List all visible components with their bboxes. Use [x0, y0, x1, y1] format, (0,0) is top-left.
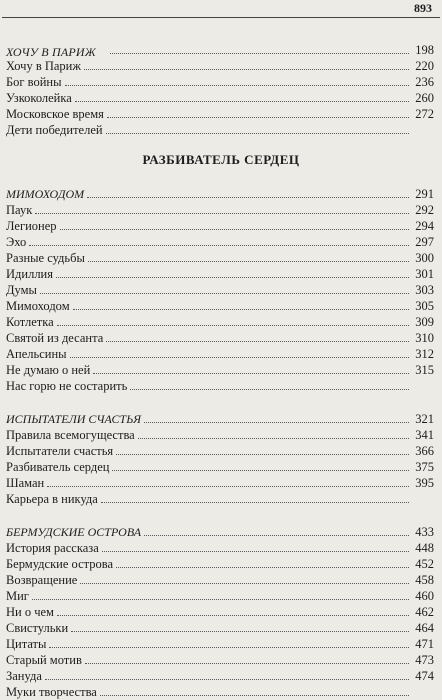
toc-entry-page: 462 [415, 605, 434, 619]
toc-entry-page: 220 [415, 59, 434, 73]
toc-entry [6, 106, 434, 122]
toc-entry [6, 266, 434, 282]
toc-entry-page: 236 [415, 75, 434, 89]
toc-entry [6, 378, 434, 394]
toc-entry-title: Узкоколейка [6, 91, 72, 105]
leader-dots [100, 684, 409, 696]
toc-entry-title: Старый мотив [6, 653, 82, 667]
toc-entry [6, 74, 434, 90]
toc-entry-title: Святой из десанта [6, 331, 104, 345]
toc-entry [6, 475, 434, 491]
toc-entry-title: Нас горю не состарить [6, 379, 128, 393]
toc-entry-title: Дети победителей [6, 123, 103, 137]
toc-entry-page: 375 [415, 460, 434, 474]
toc-entry-title: Муки творчества [6, 685, 97, 699]
toc-entry-title: Паук [6, 203, 33, 217]
toc-entry [6, 540, 434, 556]
toc-entry-title: Свистульки [6, 621, 69, 635]
toc-entry-title: Московское время [6, 107, 104, 121]
toc-entry-title: Разбиватель сердец [6, 460, 110, 474]
subsection-heading-row [6, 186, 434, 202]
leader-dots [45, 668, 409, 680]
toc-entry-page: 301 [415, 267, 434, 281]
toc-entry [6, 427, 434, 443]
toc-entry [6, 58, 434, 74]
leader-dots [57, 604, 409, 616]
toc-entry-page: 458 [415, 573, 434, 587]
leader-dots [29, 234, 409, 246]
toc-entry [6, 282, 434, 298]
toc-entry [6, 443, 434, 459]
subsection-heading: МИМОХОДОМ [6, 187, 85, 201]
toc-entry [6, 459, 434, 475]
toc-entry [6, 122, 434, 138]
subsection-heading: БЕРМУДСКИЕ ОСТРОВА [6, 525, 142, 539]
toc-entry-title: Миг [6, 589, 29, 603]
leader-dots [40, 282, 409, 294]
toc-entry-page: 473 [415, 653, 434, 667]
leader-dots [116, 443, 409, 455]
toc-entry [6, 250, 434, 266]
toc-entry-title: Правила всемогущества [6, 428, 135, 442]
leader-dots [73, 298, 409, 310]
toc-entry-page: 312 [415, 347, 434, 361]
leader-dots [106, 122, 409, 134]
leader-dots [71, 620, 409, 632]
toc-entry [6, 42, 434, 58]
leader-dots [65, 74, 409, 86]
toc-entry-page: 366 [415, 444, 434, 458]
leader-dots [70, 346, 409, 358]
toc-entry-page: 297 [415, 235, 434, 249]
leader-dots [106, 330, 409, 342]
toc-entry [6, 234, 434, 250]
toc-entry [6, 636, 434, 652]
toc-entry [6, 556, 434, 572]
toc-entry-page: 300 [415, 251, 434, 265]
toc-entry-page: 292 [415, 203, 434, 217]
toc-entry-page: 272 [415, 107, 434, 121]
leader-dots [112, 459, 409, 471]
leader-dots [60, 218, 410, 230]
leader-dots [93, 362, 409, 374]
toc-entry-title: Бог войны [6, 75, 62, 89]
subsection-heading: ИСПЫТАТЕЛИ СЧАСТЬЯ [6, 412, 142, 426]
toc-entry [6, 346, 434, 362]
toc-entry [6, 604, 434, 620]
leader-dots [32, 588, 409, 600]
toc-entry-page: 198 [415, 43, 434, 57]
toc-entry-page: 448 [415, 541, 434, 555]
toc-entry [6, 298, 434, 314]
toc-entry-title: Ни о чем [6, 605, 54, 619]
leader-dots [35, 202, 409, 214]
toc-entry-page: 260 [415, 91, 434, 105]
subsection-heading-row [6, 411, 434, 427]
toc-entry-title: Испытатели счастья [6, 444, 114, 458]
toc-entry-title: Апельсины [6, 347, 67, 361]
toc-entry-page: 315 [415, 363, 434, 377]
toc-entry-title: Идиллия [6, 267, 53, 281]
toc-entry-title: Цитаты [6, 637, 47, 651]
leader-dots [107, 106, 409, 118]
toc-entry-title: Думы [6, 283, 37, 297]
subsection-heading-page: 291 [415, 187, 434, 201]
leader-dots [87, 186, 409, 198]
leader-dots [144, 524, 409, 536]
toc-entry [6, 314, 434, 330]
toc-entry [6, 684, 434, 700]
toc-entry-page: 309 [415, 315, 434, 329]
toc-entry-page: 460 [415, 589, 434, 603]
toc-entry-page: 310 [415, 331, 434, 345]
toc-entry [6, 572, 434, 588]
leader-dots [138, 427, 409, 439]
leader-dots [57, 314, 409, 326]
book-title: РАЗБИВАТЕЛЬ СЕРДЕЦ [142, 152, 300, 167]
toc-entry [6, 668, 434, 684]
leader-dots [116, 556, 409, 568]
toc-entry-title: Легионер [6, 219, 57, 233]
leader-dots [102, 540, 409, 552]
leader-dots [130, 378, 409, 390]
toc-entry [6, 330, 434, 346]
toc-entry-page: 305 [415, 299, 434, 313]
toc-entry [6, 620, 434, 636]
toc-entry [6, 652, 434, 668]
subsection-heading-page: 433 [415, 525, 434, 539]
header-rule [2, 17, 440, 18]
leader-dots [110, 42, 409, 54]
toc-entry-title: История рассказа [6, 541, 99, 555]
toc-entry-page: 464 [415, 621, 434, 635]
toc-entry-title: Разные судьбы [6, 251, 85, 265]
toc-entry-title: Хочу в Париж [6, 59, 82, 73]
toc-entry [6, 90, 434, 106]
leader-dots [88, 250, 409, 262]
toc-entry-title: Возвращение [6, 573, 78, 587]
toc-entry [6, 362, 434, 378]
subsection-heading-row [6, 524, 434, 540]
leader-dots [49, 636, 409, 648]
toc-entry [6, 202, 434, 218]
leader-dots [144, 411, 409, 423]
page-number: 893 [414, 1, 432, 15]
subsection-heading-page: 321 [415, 412, 434, 426]
toc-entry-page: 341 [415, 428, 434, 442]
toc-entry-title: Бермудские острова [6, 557, 114, 571]
toc-entry [6, 588, 434, 604]
leader-dots [56, 266, 409, 278]
toc-entry-page: 395 [415, 476, 434, 490]
leader-dots [85, 652, 409, 664]
leader-dots [80, 572, 409, 584]
leader-dots [47, 475, 409, 487]
toc-entry [6, 218, 434, 234]
toc-entry-title: Мимоходом [6, 299, 70, 313]
toc-entry-title: Не думаю о ней [6, 363, 91, 377]
toc-entry-page: 294 [415, 219, 434, 233]
toc-entry-page: 303 [415, 283, 434, 297]
toc-entry-page: 471 [415, 637, 434, 651]
toc-entry-page: 474 [415, 669, 434, 683]
leader-dots [75, 90, 409, 102]
toc-entry-title: Карьера в никуда [6, 492, 98, 506]
toc-entry-title: Котлетка [6, 315, 54, 329]
toc-entry-title: Эхо [6, 235, 27, 249]
leader-dots [84, 58, 409, 70]
toc-entry [6, 491, 434, 507]
toc-entry-title: Зануда [6, 669, 42, 683]
toc-entry-page: 452 [415, 557, 434, 571]
section-heading: ХОЧУ В ПАРИЖ [6, 45, 96, 59]
leader-dots [101, 491, 409, 503]
toc-entry-title: Шаман [6, 476, 45, 490]
